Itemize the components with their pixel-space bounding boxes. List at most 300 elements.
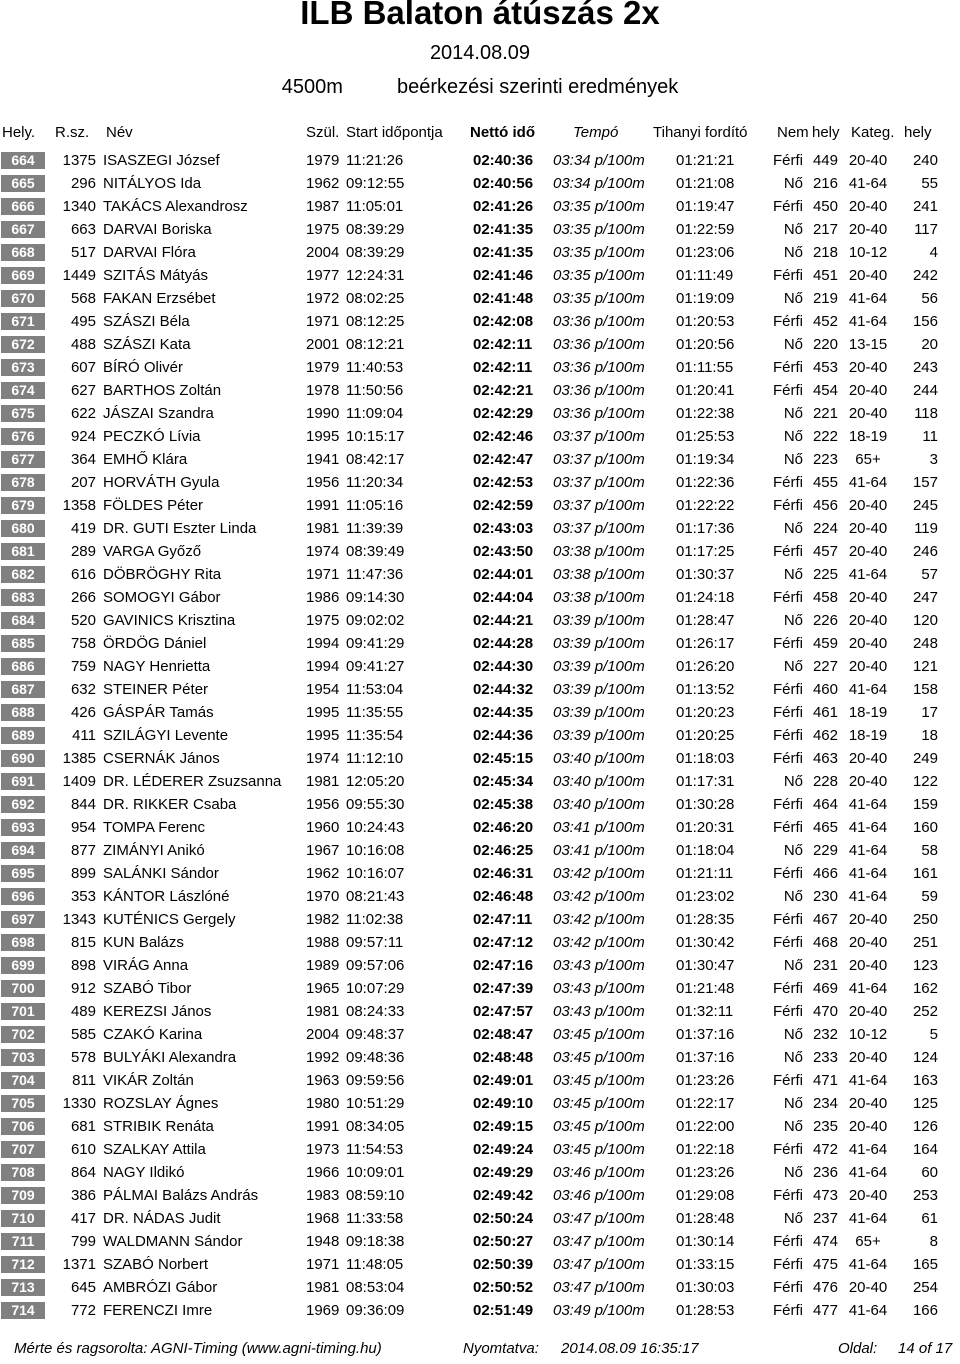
cell-birth-year: 1994 bbox=[306, 635, 340, 652]
cell-category-place: 243 bbox=[912, 359, 938, 376]
cell-category: 20-40 bbox=[848, 1095, 888, 1112]
cell-category: 20-40 bbox=[848, 359, 888, 376]
cell-category-place: 117 bbox=[914, 221, 938, 238]
cell-category-place: 240 bbox=[912, 152, 938, 169]
cell-category-place: 245 bbox=[912, 497, 938, 514]
cell-category-place: 56 bbox=[921, 290, 938, 307]
cell-gender: Férfi bbox=[773, 934, 803, 951]
cell-gender-place: 237 bbox=[812, 1210, 838, 1227]
event-date: 2014.08.09 bbox=[429, 42, 531, 64]
table-row bbox=[0, 862, 960, 885]
cell-category-place: 124 bbox=[912, 1049, 938, 1066]
cell-birth-year: 1981 bbox=[306, 520, 340, 537]
cell-birth-year: 1972 bbox=[306, 290, 340, 307]
cell-name: AMBRÓZI Gábor bbox=[103, 1279, 218, 1296]
cell-pace: 03:43 p/100m bbox=[553, 980, 645, 997]
cell-place-badge: 714 bbox=[1, 1302, 45, 1319]
cell-place-badge: 681 bbox=[1, 543, 45, 560]
cell-birth-year: 1981 bbox=[306, 1279, 340, 1296]
cell-category: 20-40 bbox=[848, 1118, 888, 1135]
cell-place-badge: 710 bbox=[1, 1210, 45, 1227]
cell-start-time: 12:24:31 bbox=[346, 267, 405, 284]
cell-gender: Férfi bbox=[773, 727, 803, 744]
cell-net-time: 02:50:24 bbox=[473, 1210, 534, 1227]
cell-gender: Férfi bbox=[773, 589, 803, 606]
cell-gender-place: 234 bbox=[812, 1095, 838, 1112]
col-start: Start időpontja bbox=[346, 124, 443, 141]
cell-gender-place: 477 bbox=[812, 1302, 838, 1319]
cell-place-badge: 668 bbox=[1, 244, 45, 261]
cell-net-time: 02:47:39 bbox=[473, 980, 534, 997]
cell-tihany-split: 01:19:09 bbox=[676, 290, 735, 307]
cell-net-time: 02:49:29 bbox=[473, 1164, 534, 1181]
cell-birth-year: 1965 bbox=[306, 980, 340, 997]
cell-birth-year: 1980 bbox=[306, 1095, 340, 1112]
cell-category-place: 247 bbox=[912, 589, 938, 606]
cell-category: 41-64 bbox=[848, 888, 888, 905]
cell-category: 20-40 bbox=[848, 382, 888, 399]
table-row bbox=[0, 310, 960, 333]
cell-pace: 03:47 p/100m bbox=[553, 1210, 645, 1227]
cell-birth-year: 1969 bbox=[306, 1302, 340, 1319]
cell-pace: 03:39 p/100m bbox=[553, 681, 645, 698]
table-row bbox=[0, 678, 960, 701]
cell-net-time: 02:44:21 bbox=[473, 612, 534, 629]
page-title: ILB Balaton átúszás 2x bbox=[300, 0, 660, 31]
cell-gender-place: 472 bbox=[812, 1141, 838, 1158]
cell-category: 10-12 bbox=[848, 244, 888, 261]
cell-rsz: 266 bbox=[70, 589, 96, 606]
table-row bbox=[0, 701, 960, 724]
cell-name: CSERNÁK János bbox=[103, 750, 220, 767]
cell-gender-place: 220 bbox=[812, 336, 838, 353]
cell-rsz: 1343 bbox=[62, 911, 96, 928]
cell-gender: Nő bbox=[783, 451, 803, 468]
cell-category: 41-64 bbox=[848, 1141, 888, 1158]
cell-place-badge: 706 bbox=[1, 1118, 45, 1135]
cell-name: FERENCZI Imre bbox=[103, 1302, 213, 1319]
cell-category-place: 57 bbox=[921, 566, 938, 583]
table-row bbox=[0, 1046, 960, 1069]
cell-gender: Férfi bbox=[773, 198, 803, 215]
cell-category-place: 3 bbox=[929, 451, 938, 468]
cell-tihany-split: 01:20:31 bbox=[676, 819, 735, 836]
cell-place-badge: 678 bbox=[1, 474, 45, 491]
cell-net-time: 02:42:46 bbox=[473, 428, 534, 445]
cell-category-place: 250 bbox=[912, 911, 938, 928]
cell-start-time: 11:02:38 bbox=[346, 911, 404, 928]
cell-name: ZIMÁNYI Anikó bbox=[103, 842, 205, 859]
cell-gender-place: 460 bbox=[812, 681, 838, 698]
cell-place-badge: 667 bbox=[1, 221, 45, 238]
cell-start-time: 11:35:54 bbox=[346, 727, 404, 744]
cell-gender-place: 470 bbox=[812, 1003, 838, 1020]
cell-gender: Nő bbox=[783, 221, 803, 238]
cell-start-time: 09:36:09 bbox=[346, 1302, 405, 1319]
cell-name: TAKÁCS Alexandrosz bbox=[103, 198, 248, 215]
cell-tihany-split: 01:21:11 bbox=[676, 865, 734, 882]
cell-category: 41-64 bbox=[848, 842, 888, 859]
col-hely: Hely. bbox=[2, 124, 36, 141]
cell-name: SZALKAY Attila bbox=[103, 1141, 206, 1158]
col-tempo: Tempó bbox=[573, 124, 619, 141]
cell-rsz: 1340 bbox=[62, 198, 96, 215]
cell-tihany-split: 01:37:16 bbox=[676, 1026, 735, 1043]
cell-place-badge: 703 bbox=[1, 1049, 45, 1066]
cell-gender-place: 224 bbox=[812, 520, 838, 537]
cell-birth-year: 1978 bbox=[306, 382, 340, 399]
cell-start-time: 08:12:25 bbox=[346, 313, 405, 330]
footer-printed-value: 2014.08.09 16:35:17 bbox=[561, 1340, 699, 1357]
cell-pace: 03:36 p/100m bbox=[553, 336, 645, 353]
cell-category: 65+ bbox=[855, 1233, 881, 1250]
cell-net-time: 02:42:53 bbox=[473, 474, 534, 491]
cell-category-place: 8 bbox=[929, 1233, 938, 1250]
cell-name: BULYÁKI Alexandra bbox=[103, 1049, 237, 1066]
cell-gender-place: 458 bbox=[812, 589, 838, 606]
cell-rsz: 616 bbox=[70, 566, 96, 583]
cell-place-badge: 711 bbox=[1, 1233, 45, 1250]
cell-birth-year: 1979 bbox=[306, 152, 340, 169]
cell-gender-place: 228 bbox=[812, 773, 838, 790]
table-row bbox=[0, 1207, 960, 1230]
cell-birth-year: 1987 bbox=[306, 198, 340, 215]
cell-net-time: 02:47:11 bbox=[473, 911, 533, 928]
table-row bbox=[0, 471, 960, 494]
cell-place-badge: 699 bbox=[1, 957, 45, 974]
cell-gender: Férfi bbox=[773, 681, 803, 698]
cell-gender: Férfi bbox=[773, 313, 803, 330]
cell-birth-year: 1968 bbox=[306, 1210, 340, 1227]
cell-start-time: 09:41:29 bbox=[346, 635, 405, 652]
cell-gender: Férfi bbox=[773, 865, 803, 882]
cell-gender: Férfi bbox=[773, 1302, 803, 1319]
cell-category: 41-64 bbox=[848, 1302, 888, 1319]
cell-place-badge: 682 bbox=[1, 566, 45, 583]
cell-rsz: 417 bbox=[70, 1210, 96, 1227]
table-row bbox=[0, 724, 960, 747]
cell-tihany-split: 01:22:38 bbox=[676, 405, 735, 422]
table-row bbox=[0, 793, 960, 816]
cell-pace: 03:42 p/100m bbox=[553, 865, 645, 882]
cell-birth-year: 1991 bbox=[306, 1118, 340, 1135]
cell-rsz: 495 bbox=[70, 313, 96, 330]
cell-gender-place: 452 bbox=[812, 313, 838, 330]
cell-pace: 03:37 p/100m bbox=[553, 428, 645, 445]
cell-category-place: 164 bbox=[912, 1141, 938, 1158]
cell-birth-year: 1994 bbox=[306, 658, 340, 675]
cell-start-time: 11:48:05 bbox=[346, 1256, 404, 1273]
cell-rsz: 622 bbox=[70, 405, 96, 422]
cell-net-time: 02:43:03 bbox=[473, 520, 534, 537]
cell-start-time: 09:57:11 bbox=[346, 934, 404, 951]
cell-category: 18-19 bbox=[848, 428, 888, 445]
cell-category-place: 241 bbox=[912, 198, 938, 215]
cell-net-time: 02:49:15 bbox=[473, 1118, 534, 1135]
cell-gender-place: 473 bbox=[812, 1187, 838, 1204]
cell-birth-year: 1974 bbox=[306, 543, 340, 560]
cell-net-time: 02:41:46 bbox=[473, 267, 534, 284]
cell-name: NAGY Henrietta bbox=[103, 658, 211, 675]
cell-birth-year: 1967 bbox=[306, 842, 340, 859]
cell-gender: Férfi bbox=[773, 359, 803, 376]
cell-rsz: 386 bbox=[70, 1187, 96, 1204]
cell-category-place: 251 bbox=[912, 934, 938, 951]
cell-name: DR. NÁDAS Judit bbox=[103, 1210, 221, 1227]
cell-gender: Férfi bbox=[773, 911, 803, 928]
cell-name: ROZSLAY Ágnes bbox=[103, 1095, 219, 1112]
cell-net-time: 02:50:52 bbox=[473, 1279, 534, 1296]
cell-rsz: 517 bbox=[70, 244, 96, 261]
cell-place-badge: 713 bbox=[1, 1279, 45, 1296]
cell-start-time: 11:53:04 bbox=[346, 681, 404, 698]
table-row bbox=[0, 655, 960, 678]
cell-category: 13-15 bbox=[848, 336, 888, 353]
cell-tihany-split: 01:28:48 bbox=[676, 1210, 735, 1227]
cell-birth-year: 1983 bbox=[306, 1187, 340, 1204]
cell-net-time: 02:51:49 bbox=[473, 1302, 534, 1319]
cell-tihany-split: 01:13:52 bbox=[676, 681, 735, 698]
cell-place-badge: 701 bbox=[1, 1003, 45, 1020]
cell-category: 41-64 bbox=[848, 681, 888, 698]
cell-rsz: 411 bbox=[72, 727, 96, 744]
cell-net-time: 02:41:35 bbox=[473, 221, 534, 238]
cell-birth-year: 1960 bbox=[306, 819, 340, 836]
table-row bbox=[0, 264, 960, 287]
cell-category-place: 244 bbox=[912, 382, 938, 399]
cell-rsz: 899 bbox=[70, 865, 96, 882]
cell-rsz: 1358 bbox=[62, 497, 96, 514]
table-row bbox=[0, 172, 960, 195]
cell-start-time: 08:12:21 bbox=[346, 336, 405, 353]
table-row bbox=[0, 1115, 960, 1138]
cell-rsz: 877 bbox=[70, 842, 96, 859]
cell-rsz: 1371 bbox=[62, 1256, 96, 1273]
cell-category: 41-64 bbox=[848, 290, 888, 307]
cell-gender: Férfi bbox=[773, 704, 803, 721]
cell-category: 41-64 bbox=[848, 313, 888, 330]
cell-gender: Nő bbox=[783, 1026, 803, 1043]
table-row bbox=[0, 931, 960, 954]
cell-name: ÖRDÖG Dániel bbox=[103, 635, 207, 652]
cell-place-badge: 686 bbox=[1, 658, 45, 675]
cell-pace: 03:37 p/100m bbox=[553, 451, 645, 468]
cell-pace: 03:42 p/100m bbox=[553, 934, 645, 951]
cell-net-time: 02:42:29 bbox=[473, 405, 534, 422]
cell-net-time: 02:47:12 bbox=[473, 934, 534, 951]
cell-rsz: 898 bbox=[70, 957, 96, 974]
cell-birth-year: 1974 bbox=[306, 750, 340, 767]
cell-start-time: 08:21:43 bbox=[346, 888, 405, 905]
table-row bbox=[0, 195, 960, 218]
cell-net-time: 02:45:15 bbox=[473, 750, 534, 767]
cell-net-time: 02:44:32 bbox=[473, 681, 534, 698]
cell-tihany-split: 01:11:55 bbox=[676, 359, 734, 376]
cell-category-place: 5 bbox=[929, 1026, 938, 1043]
cell-rsz: 1449 bbox=[62, 267, 96, 284]
cell-tihany-split: 01:23:06 bbox=[676, 244, 735, 261]
cell-rsz: 426 bbox=[70, 704, 96, 721]
cell-gender-place: 475 bbox=[812, 1256, 838, 1273]
cell-pace: 03:41 p/100m bbox=[553, 842, 645, 859]
cell-pace: 03:40 p/100m bbox=[553, 750, 645, 767]
cell-birth-year: 1990 bbox=[306, 405, 340, 422]
cell-rsz: 632 bbox=[70, 681, 96, 698]
cell-place-badge: 680 bbox=[1, 520, 45, 537]
cell-category-place: 11 bbox=[922, 428, 938, 445]
cell-pace: 03:49 p/100m bbox=[553, 1302, 645, 1319]
cell-category-place: 17 bbox=[921, 704, 938, 721]
cell-name: DARVAI Boriska bbox=[103, 221, 212, 238]
cell-start-time: 08:34:05 bbox=[346, 1118, 405, 1135]
table-row bbox=[0, 747, 960, 770]
cell-category: 20-40 bbox=[848, 497, 888, 514]
cell-gender-place: 456 bbox=[812, 497, 838, 514]
cell-pace: 03:34 p/100m bbox=[553, 152, 645, 169]
cell-birth-year: 1981 bbox=[306, 1003, 340, 1020]
cell-net-time: 02:49:10 bbox=[473, 1095, 534, 1112]
cell-birth-year: 2004 bbox=[306, 244, 340, 261]
cell-pace: 03:42 p/100m bbox=[553, 888, 645, 905]
cell-category: 20-40 bbox=[848, 773, 888, 790]
cell-rsz: 610 bbox=[70, 1141, 96, 1158]
cell-name: VARGA Győző bbox=[103, 543, 202, 560]
cell-rsz: 364 bbox=[70, 451, 96, 468]
page-footer bbox=[0, 1340, 960, 1360]
cell-tihany-split: 01:22:18 bbox=[676, 1141, 735, 1158]
cell-pace: 03:47 p/100m bbox=[553, 1233, 645, 1250]
cell-place-badge: 670 bbox=[1, 290, 45, 307]
cell-net-time: 02:42:21 bbox=[473, 382, 534, 399]
cell-category-place: 252 bbox=[912, 1003, 938, 1020]
cell-category: 20-40 bbox=[848, 750, 888, 767]
cell-place-badge: 691 bbox=[1, 773, 45, 790]
cell-place-badge: 675 bbox=[1, 405, 45, 422]
cell-category: 18-19 bbox=[848, 704, 888, 721]
cell-net-time: 02:46:25 bbox=[473, 842, 534, 859]
cell-category: 20-40 bbox=[848, 543, 888, 560]
cell-category: 20-40 bbox=[848, 589, 888, 606]
cell-tihany-split: 01:37:16 bbox=[676, 1049, 735, 1066]
cell-rsz: 1385 bbox=[62, 750, 96, 767]
cell-tihany-split: 01:30:47 bbox=[676, 957, 735, 974]
table-row bbox=[0, 1161, 960, 1184]
cell-name: CZAKÓ Karina bbox=[103, 1026, 203, 1043]
cell-net-time: 02:44:35 bbox=[473, 704, 534, 721]
cell-start-time: 11:21:26 bbox=[346, 152, 404, 169]
cell-tihany-split: 01:20:25 bbox=[676, 727, 735, 744]
cell-pace: 03:35 p/100m bbox=[553, 198, 645, 215]
cell-place-badge: 702 bbox=[1, 1026, 45, 1043]
cell-tihany-split: 01:23:26 bbox=[676, 1164, 735, 1181]
cell-gender: Nő bbox=[783, 175, 803, 192]
cell-gender: Férfi bbox=[773, 152, 803, 169]
cell-pace: 03:39 p/100m bbox=[553, 612, 645, 629]
cell-place-badge: 673 bbox=[1, 359, 45, 376]
cell-category: 20-40 bbox=[848, 520, 888, 537]
col-tihany: Tihanyi fordító bbox=[653, 124, 748, 141]
cell-birth-year: 1954 bbox=[306, 681, 340, 698]
cell-birth-year: 1975 bbox=[306, 612, 340, 629]
cell-place-badge: 666 bbox=[1, 198, 45, 215]
table-row bbox=[0, 1092, 960, 1115]
cell-name: DÖBRÖGHY Rita bbox=[103, 566, 222, 583]
cell-tihany-split: 01:25:53 bbox=[676, 428, 735, 445]
cell-gender-place: 219 bbox=[812, 290, 838, 307]
cell-place-badge: 665 bbox=[1, 175, 45, 192]
cell-tihany-split: 01:24:18 bbox=[676, 589, 735, 606]
cell-gender-place: 232 bbox=[812, 1026, 838, 1043]
cell-tihany-split: 01:30:14 bbox=[676, 1233, 735, 1250]
table-row bbox=[0, 908, 960, 931]
cell-pace: 03:35 p/100m bbox=[553, 267, 645, 284]
cell-start-time: 11:35:55 bbox=[346, 704, 404, 721]
cell-category-place: 121 bbox=[912, 658, 938, 675]
cell-gender-place: 465 bbox=[812, 819, 838, 836]
cell-category-place: 120 bbox=[912, 612, 938, 629]
cell-gender-place: 223 bbox=[812, 451, 838, 468]
cell-gender-place: 461 bbox=[812, 704, 838, 721]
cell-birth-year: 1981 bbox=[306, 773, 340, 790]
cell-category-place: 158 bbox=[912, 681, 938, 698]
cell-name: KUN Balázs bbox=[103, 934, 184, 951]
cell-category-place: 156 bbox=[912, 313, 938, 330]
cell-name: ISASZEGI József bbox=[103, 152, 220, 169]
cell-pace: 03:45 p/100m bbox=[553, 1049, 645, 1066]
cell-gender-place: 235 bbox=[812, 1118, 838, 1135]
cell-net-time: 02:50:27 bbox=[473, 1233, 534, 1250]
cell-place-badge: 707 bbox=[1, 1141, 45, 1158]
cell-net-time: 02:41:35 bbox=[473, 244, 534, 261]
cell-birth-year: 1971 bbox=[306, 566, 340, 583]
cell-tihany-split: 01:21:21 bbox=[676, 152, 735, 169]
cell-rsz: 924 bbox=[70, 428, 96, 445]
cell-net-time: 02:49:42 bbox=[473, 1187, 534, 1204]
cell-tihany-split: 01:22:59 bbox=[676, 221, 735, 238]
cell-net-time: 02:50:39 bbox=[473, 1256, 534, 1273]
table-row bbox=[0, 954, 960, 977]
cell-pace: 03:38 p/100m bbox=[553, 566, 645, 583]
cell-category-place: 18 bbox=[921, 727, 938, 744]
cell-pace: 03:38 p/100m bbox=[553, 589, 645, 606]
cell-gender: Férfi bbox=[773, 980, 803, 997]
cell-birth-year: 1988 bbox=[306, 934, 340, 951]
cell-gender-place: 449 bbox=[812, 152, 838, 169]
cell-net-time: 02:46:48 bbox=[473, 888, 534, 905]
cell-pace: 03:35 p/100m bbox=[553, 244, 645, 261]
cell-pace: 03:45 p/100m bbox=[553, 1026, 645, 1043]
cell-start-time: 09:57:06 bbox=[346, 957, 405, 974]
cell-gender: Férfi bbox=[773, 635, 803, 652]
cell-name: DR. GUTI Eszter Linda bbox=[103, 520, 257, 537]
cell-gender: Nő bbox=[783, 1095, 803, 1112]
cell-gender: Férfi bbox=[773, 267, 803, 284]
cell-category-place: 119 bbox=[914, 520, 938, 537]
cell-gender-place: 236 bbox=[812, 1164, 838, 1181]
cell-place-badge: 709 bbox=[1, 1187, 45, 1204]
cell-name: FÖLDES Péter bbox=[103, 497, 204, 514]
cell-gender-place: 450 bbox=[812, 198, 838, 215]
cell-pace: 03:39 p/100m bbox=[553, 635, 645, 652]
cell-tihany-split: 01:17:36 bbox=[676, 520, 735, 537]
cell-category: 20-40 bbox=[848, 1279, 888, 1296]
cell-start-time: 09:48:37 bbox=[346, 1026, 405, 1043]
cell-net-time: 02:44:36 bbox=[473, 727, 534, 744]
cell-gender-place: 464 bbox=[812, 796, 838, 813]
cell-start-time: 09:12:55 bbox=[346, 175, 405, 192]
cell-start-time: 12:05:20 bbox=[346, 773, 405, 790]
cell-start-time: 10:09:01 bbox=[346, 1164, 405, 1181]
